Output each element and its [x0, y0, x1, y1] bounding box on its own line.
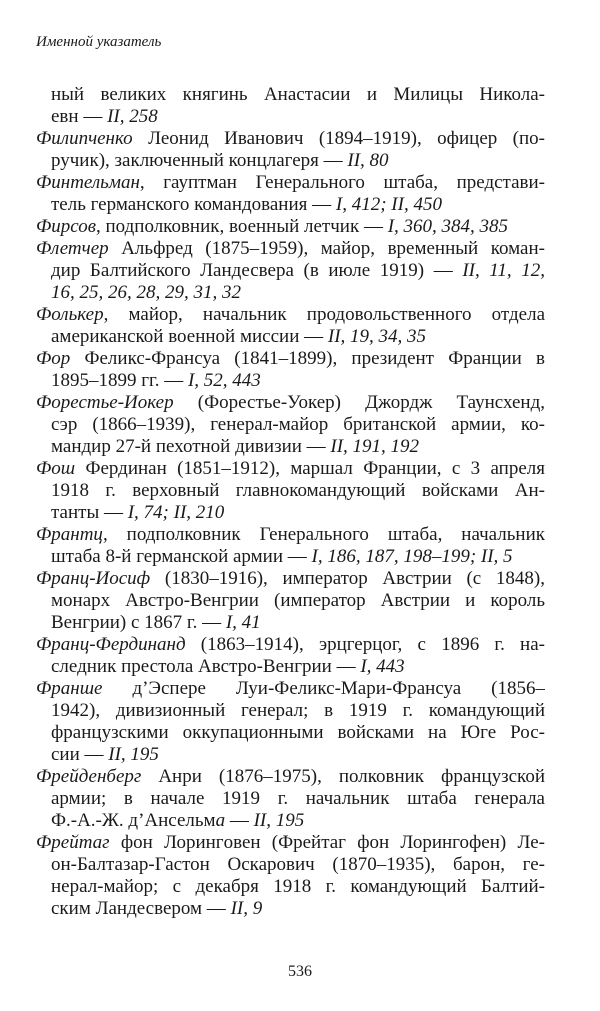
index-line [36, 84, 545, 106]
text-segment: ный великих княгинь Анастасии и Милицы Никола- [51, 84, 545, 105]
index-line [36, 656, 545, 678]
italic-segment: Финтельман [36, 172, 140, 193]
italic-segment: I, 186, 187, 198–199; II, 5 [311, 546, 513, 567]
index-line [36, 590, 545, 612]
index-line [36, 854, 545, 876]
text-segment: штаба 8-й германской армии — [51, 546, 312, 567]
text-segment: сэр (1866–1939), генерал-майор британской армии, ко- [51, 414, 545, 435]
italic-segment: Фрейденберг [36, 766, 142, 787]
italic-segment: II, 80 [347, 150, 389, 171]
text-segment: (1863–1914), эрцгерцог, с 1896 г. на- [185, 634, 545, 655]
italic-segment: II, 191, 192 [330, 436, 420, 457]
text-segment: (1830–1916), император Австрии (с 1848), [150, 568, 545, 589]
text-segment: мандир 27-й пехотной дивизии — [51, 436, 331, 457]
index-line [36, 458, 545, 480]
text-segment: монарх Австро-Венгрии (император Австрии и король [51, 590, 545, 611]
italic-segment: I, 74; II, 210 [127, 502, 225, 523]
italic-segment: II, 195 [253, 810, 305, 831]
index-line [36, 128, 545, 150]
text-segment: ручик), заключенный концлагеря — [51, 150, 348, 171]
index-line [36, 194, 545, 216]
italic-segment: II, 19, 34, 35 [327, 326, 427, 347]
index-line [36, 788, 545, 810]
text-segment: Феликс-Франсуа (1841–1899), президент Франции в [70, 348, 545, 369]
italic-segment: I, 412; II, 450 [335, 194, 442, 215]
italic-segment: Франше [36, 678, 103, 699]
index-entries [36, 84, 545, 920]
text-segment: , подполковник, военный летчик — [96, 216, 388, 237]
index-line [36, 546, 545, 568]
text-segment: , подполковник Генерального штаба, начальник [102, 524, 545, 545]
index-line [36, 392, 545, 414]
italic-segment: Флетчер [36, 238, 109, 259]
text-segment: , гауптман Генерального штаба, представи- [139, 172, 545, 193]
italic-segment: I, 41 [225, 612, 261, 633]
text-segment: (Форестье-Уокер) Джордж Таунсхенд, [173, 392, 545, 413]
text-segment: фон Лорингoвен (Фрейтаг фон Лорингофен) Ле- [109, 832, 545, 853]
page-number: 536 [288, 963, 312, 980]
text-segment: Альфред (1875–1959), майор, временный коман- [108, 238, 545, 259]
text-segment: нерал-майор; с декабря 1918 г. командующий Балтий- [51, 876, 545, 897]
italic-segment: Фирсов [36, 216, 96, 237]
italic-segment: 16, 25, 26, 28, 29, 31, 32 [51, 282, 241, 303]
index-line [36, 502, 545, 524]
text-segment: Ф.-А.-Ж. д’Ансельм [51, 810, 216, 831]
index-line [36, 876, 545, 898]
italic-segment: Форестье-Иокер [36, 392, 174, 413]
index-line [36, 326, 545, 348]
text-segment: Анри (1876–1975), полковник французской [141, 766, 545, 787]
italic-segment: II, 9 [230, 898, 263, 919]
index-line [36, 370, 545, 392]
italic-segment: I, 443 [360, 656, 405, 677]
italic-segment: Фолькер [36, 304, 104, 325]
text-segment: он-Балтазар-Гастон Оскарович (1870–1935), барон, ге- [51, 854, 545, 875]
italic-segment: II, 195 [108, 744, 159, 765]
italic-segment: I, 52, 443 [187, 370, 261, 391]
italic-segment: Фрейтаг [36, 832, 110, 853]
index-line [36, 436, 545, 458]
index-line [36, 260, 545, 282]
index-line [36, 634, 545, 656]
italic-segment: II, 11, 12, [462, 260, 545, 281]
text-segment: — [225, 810, 254, 831]
index-line [36, 150, 545, 172]
index-line [36, 832, 545, 854]
text-segment: французскими оккупационными войсками на Юге Рос- [51, 722, 545, 743]
text-segment: дир Балтийского Ландесвера (в июле 1919) — [51, 260, 463, 281]
text-segment: американской военной миссии — [51, 326, 328, 347]
text-segment: Леонид Иванович (1894–1919), офицер (по- [132, 128, 545, 149]
italic-segment: Фор [36, 348, 71, 369]
text-segment: следник престола Австро-Венгрии — [51, 656, 361, 677]
index-line [36, 106, 545, 128]
text-segment: ским Ландесвером — [51, 898, 231, 919]
text-segment: армии; в начале 1919 г. начальник штаба генерала [51, 788, 545, 809]
index-line [36, 172, 545, 194]
index-line [36, 568, 545, 590]
index-line [36, 348, 545, 370]
italic-segment: а [215, 810, 226, 831]
index-line [36, 304, 545, 326]
text-segment: тель германского командования — [51, 194, 336, 215]
index-line [36, 216, 545, 238]
index-line [36, 678, 545, 700]
index-line [36, 524, 545, 546]
text-segment: Венгрии) с 1867 г. — [51, 612, 226, 633]
text-segment: танты — [51, 502, 128, 523]
italic-segment: Франтц [36, 524, 103, 545]
text-segment: сии — [51, 744, 109, 765]
index-line [36, 612, 545, 634]
text-segment: 1942), дивизионный генерал; в 1919 г. командующий [51, 700, 545, 721]
italic-segment: Фош [36, 458, 76, 479]
index-line [36, 722, 545, 744]
index-line [36, 810, 545, 832]
index-line [36, 282, 545, 304]
index-line [36, 898, 545, 920]
index-line [36, 744, 545, 766]
index-line [36, 238, 545, 260]
index-line [36, 480, 545, 502]
italic-segment: Филипченко [36, 128, 133, 149]
text-segment: , майор, начальник продовольственного отдела [103, 304, 545, 325]
italic-segment: Франц-Иосиф [36, 568, 151, 589]
italic-segment: I, 360, 384, 385 [387, 216, 509, 237]
text-segment: д’Эспере Луи-Феликс-Мари-Франсуа (1856– [102, 678, 545, 699]
text-segment: 1918 г. верховный главнокомандующий войсками Ан- [51, 480, 545, 501]
text-segment: евн — [51, 106, 108, 127]
italic-segment: II, 258 [107, 106, 158, 127]
index-line [36, 766, 545, 788]
running-header: Именной указатель [36, 34, 162, 50]
index-line [36, 700, 545, 722]
text-segment: 1895–1899 гг. — [51, 370, 188, 391]
text-segment: Фердинан (1851–1912), маршал Франции, с 3 апреля [75, 458, 545, 479]
italic-segment: Франц-Фердинанд [36, 634, 186, 655]
index-line [36, 414, 545, 436]
